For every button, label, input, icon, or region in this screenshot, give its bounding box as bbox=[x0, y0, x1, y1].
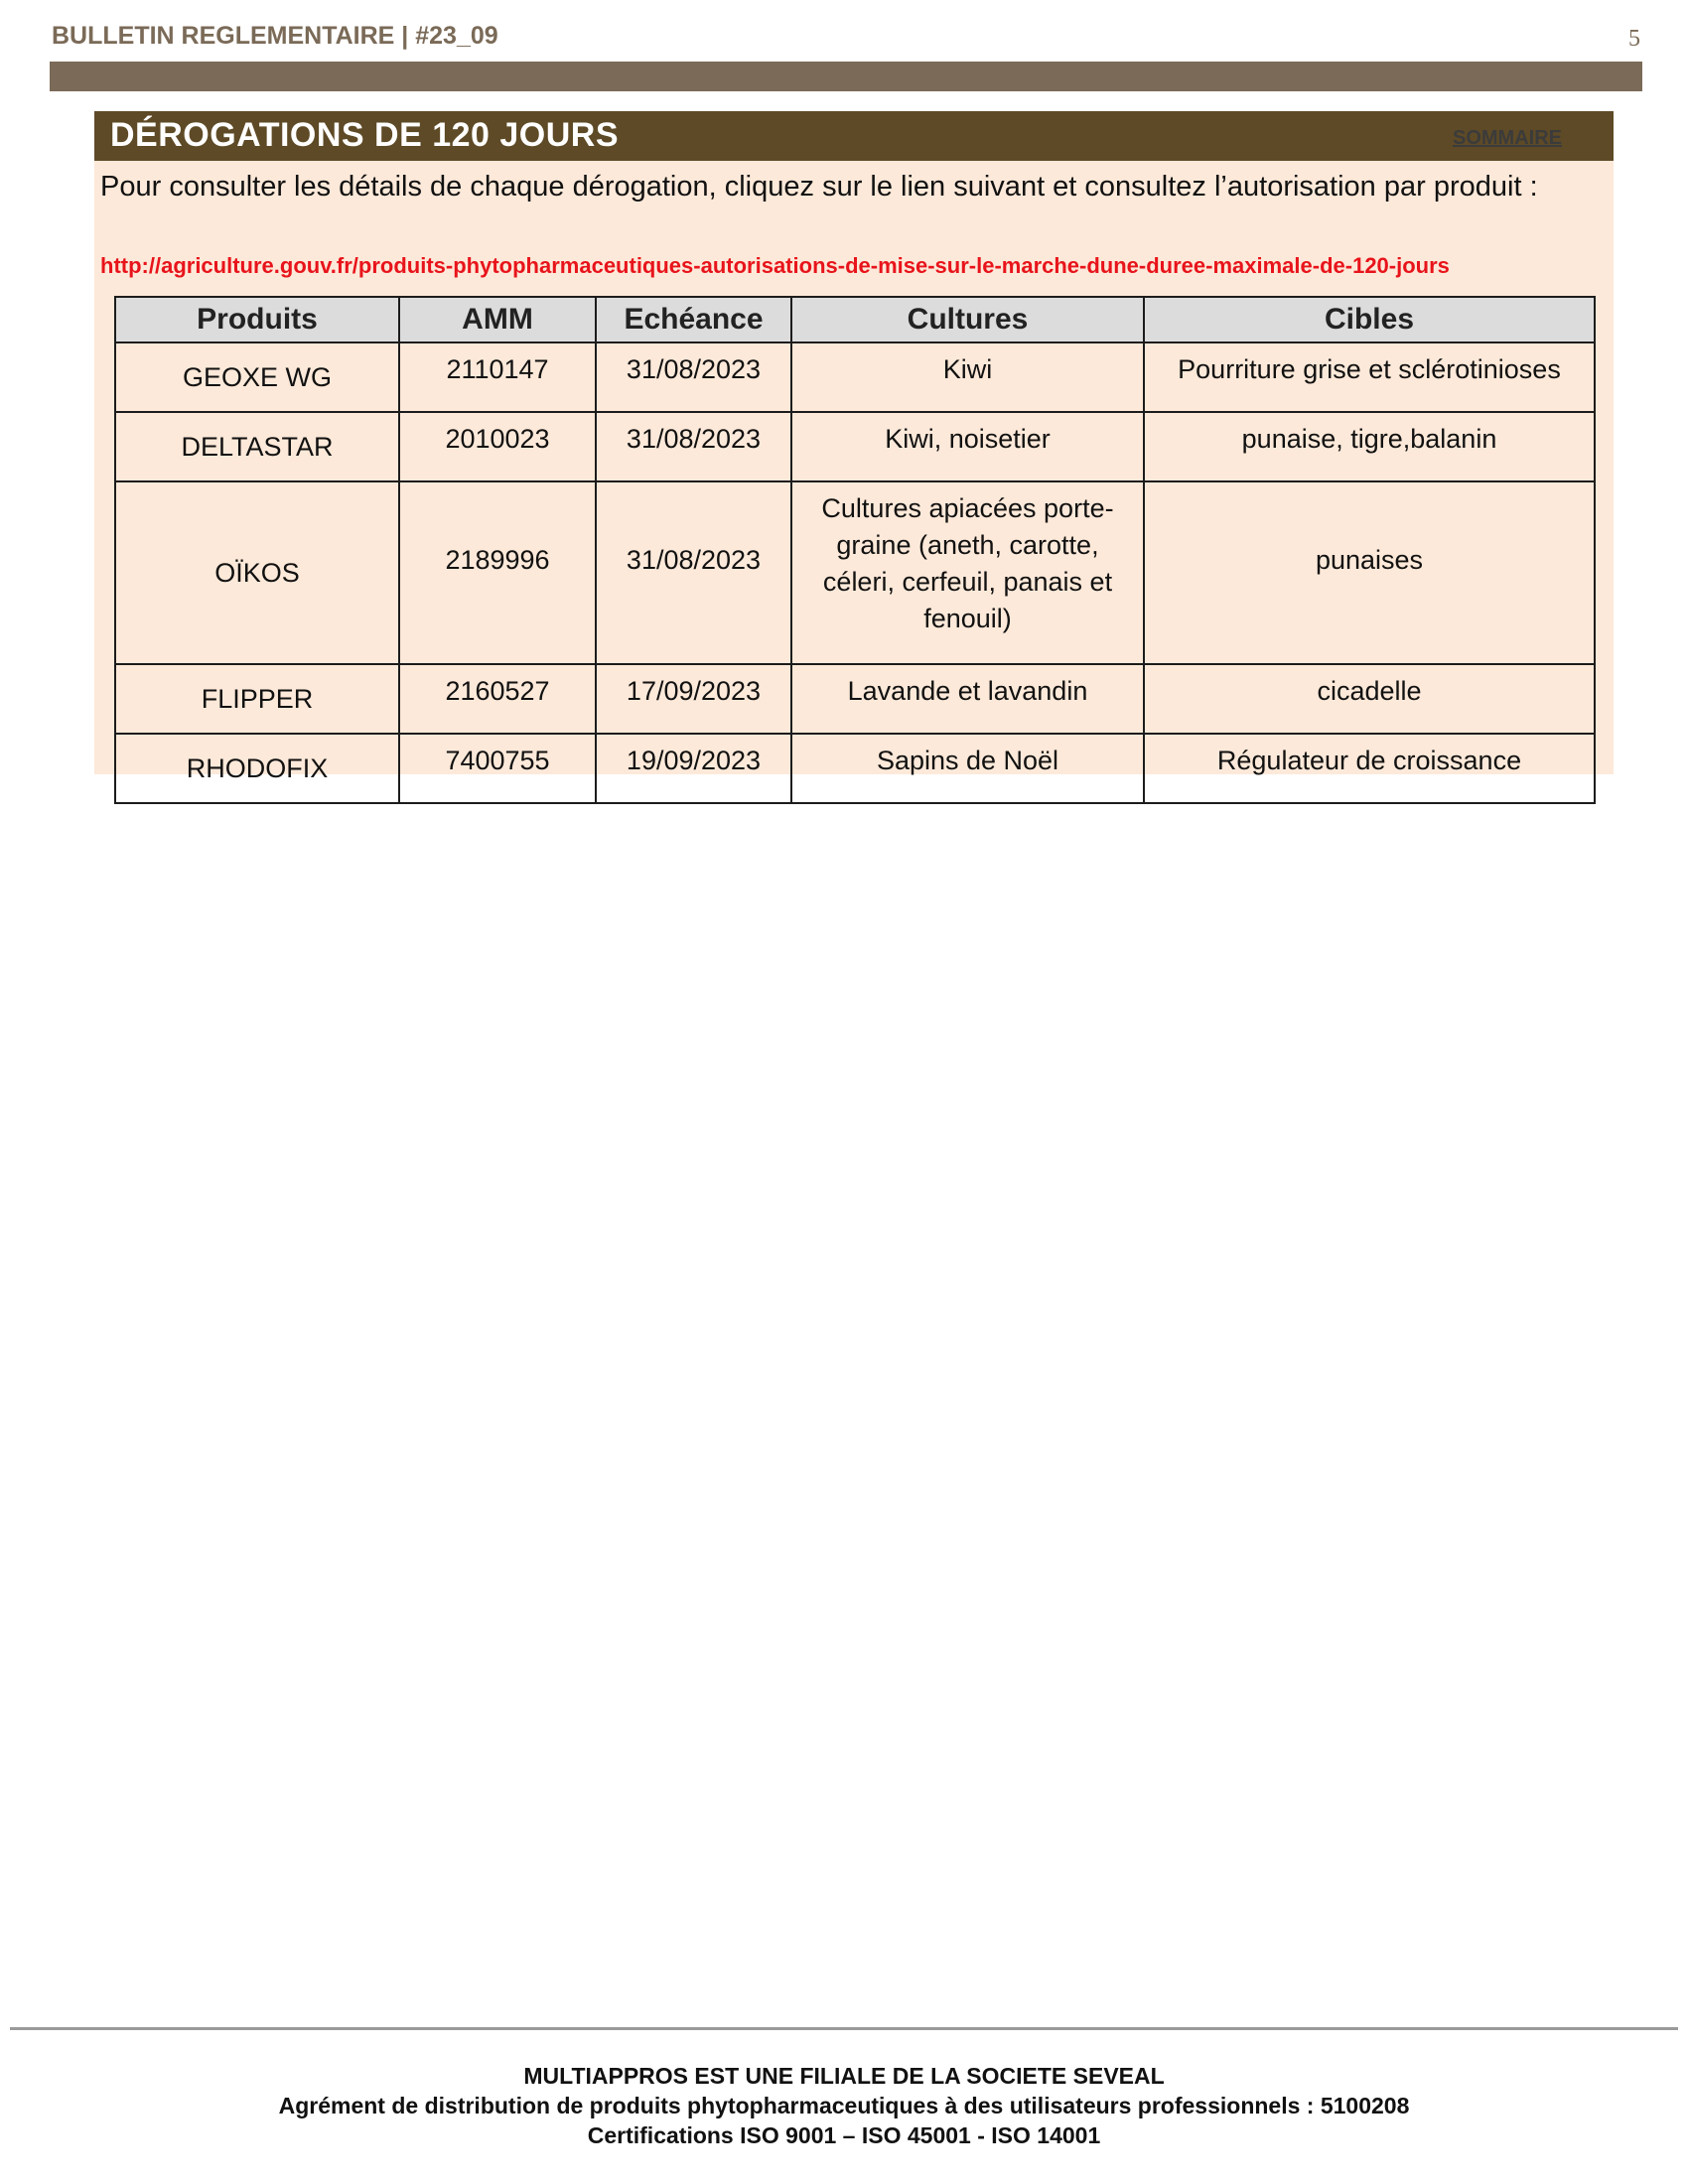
derogations-table bbox=[114, 296, 1596, 804]
cell-amm: 2110147 bbox=[399, 342, 596, 412]
cell-cibles: Régulateur de croissance bbox=[1144, 734, 1595, 803]
cell-amm: 7400755 bbox=[399, 734, 596, 803]
table-header-row bbox=[115, 297, 1595, 342]
section-title-bar bbox=[94, 111, 1614, 161]
page-header-title: BULLETIN REGLEMENTAIRE | #23_09 bbox=[52, 22, 498, 50]
footer-rule bbox=[10, 2027, 1678, 2030]
cell-cultures: Kiwi bbox=[791, 342, 1144, 412]
column-header-amm: AMM bbox=[399, 297, 596, 342]
table-row bbox=[115, 664, 1595, 734]
cell-echeance: 31/08/2023 bbox=[596, 342, 791, 412]
cell-cibles: cicadelle bbox=[1144, 664, 1595, 734]
footer-company-line: MULTIAPPROS EST UNE FILIALE DE LA SOCIETE SEVEAL bbox=[523, 2063, 1165, 2089]
cell-produit: FLIPPER bbox=[115, 664, 399, 734]
cell-echeance: 17/09/2023 bbox=[596, 664, 791, 734]
cell-echeance: 31/08/2023 bbox=[596, 412, 791, 481]
column-header-cibles: Cibles bbox=[1144, 297, 1595, 342]
cell-cultures: Cultures apiacées porte-graine (aneth, carotte, céleri, cerfeuil, panais et fenouil) bbox=[791, 481, 1144, 664]
cell-cultures: Sapins de Noël bbox=[791, 734, 1144, 803]
cell-produit: DELTASTAR bbox=[115, 412, 399, 481]
sommaire-link[interactable]: SOMMAIRE bbox=[1453, 127, 1562, 149]
header-bar bbox=[50, 62, 1642, 91]
cell-echeance: 19/09/2023 bbox=[596, 734, 791, 803]
derogations-url-link[interactable]: http://agriculture.gouv.fr/produits-phytopharmaceutiques-autorisations-de-mise-sur-le-marche-dune-duree-maximale-de-120-jours bbox=[100, 253, 1450, 278]
cell-produit: OÏKOS bbox=[115, 481, 399, 664]
cell-amm: 2189996 bbox=[399, 481, 596, 664]
page-number: 5 bbox=[1628, 26, 1640, 52]
cell-cibles: punaise, tigre,balanin bbox=[1144, 412, 1595, 481]
footer-certifications-line: Certifications ISO 9001 – ISO 45001 - ISO 14001 bbox=[587, 2122, 1101, 2148]
cell-cultures: Lavande et lavandin bbox=[791, 664, 1144, 734]
intro-text: Pour consulter les détails de chaque dérogation, cliquez sur le lien suivant et consultez l’autorisation par produit : bbox=[100, 171, 1538, 203]
column-header-cultures: Cultures bbox=[791, 297, 1144, 342]
column-header-echeance: Echéance bbox=[596, 297, 791, 342]
footer-agrement-line: Agrément de distribution de produits phytopharmaceutiques à des utilisateurs professionnels : 5100208 bbox=[278, 2093, 1410, 2118]
footer bbox=[0, 2061, 1688, 2150]
table-row bbox=[115, 342, 1595, 412]
cell-cibles: Pourriture grise et sclérotinioses bbox=[1144, 342, 1595, 412]
cell-produit: RHODOFIX bbox=[115, 734, 399, 803]
cell-echeance: 31/08/2023 bbox=[596, 481, 791, 664]
cell-produit: GEOXE WG bbox=[115, 342, 399, 412]
cell-amm: 2010023 bbox=[399, 412, 596, 481]
cell-cultures: Kiwi, noisetier bbox=[791, 412, 1144, 481]
column-header-produits: Produits bbox=[115, 297, 399, 342]
derogations-section bbox=[94, 111, 1614, 783]
section-title: DÉROGATIONS DE 120 JOURS bbox=[110, 116, 620, 154]
cell-amm: 2160527 bbox=[399, 664, 596, 734]
table-row bbox=[115, 734, 1595, 803]
table-row bbox=[115, 412, 1595, 481]
table-row bbox=[115, 481, 1595, 664]
cell-cibles: punaises bbox=[1144, 481, 1595, 664]
